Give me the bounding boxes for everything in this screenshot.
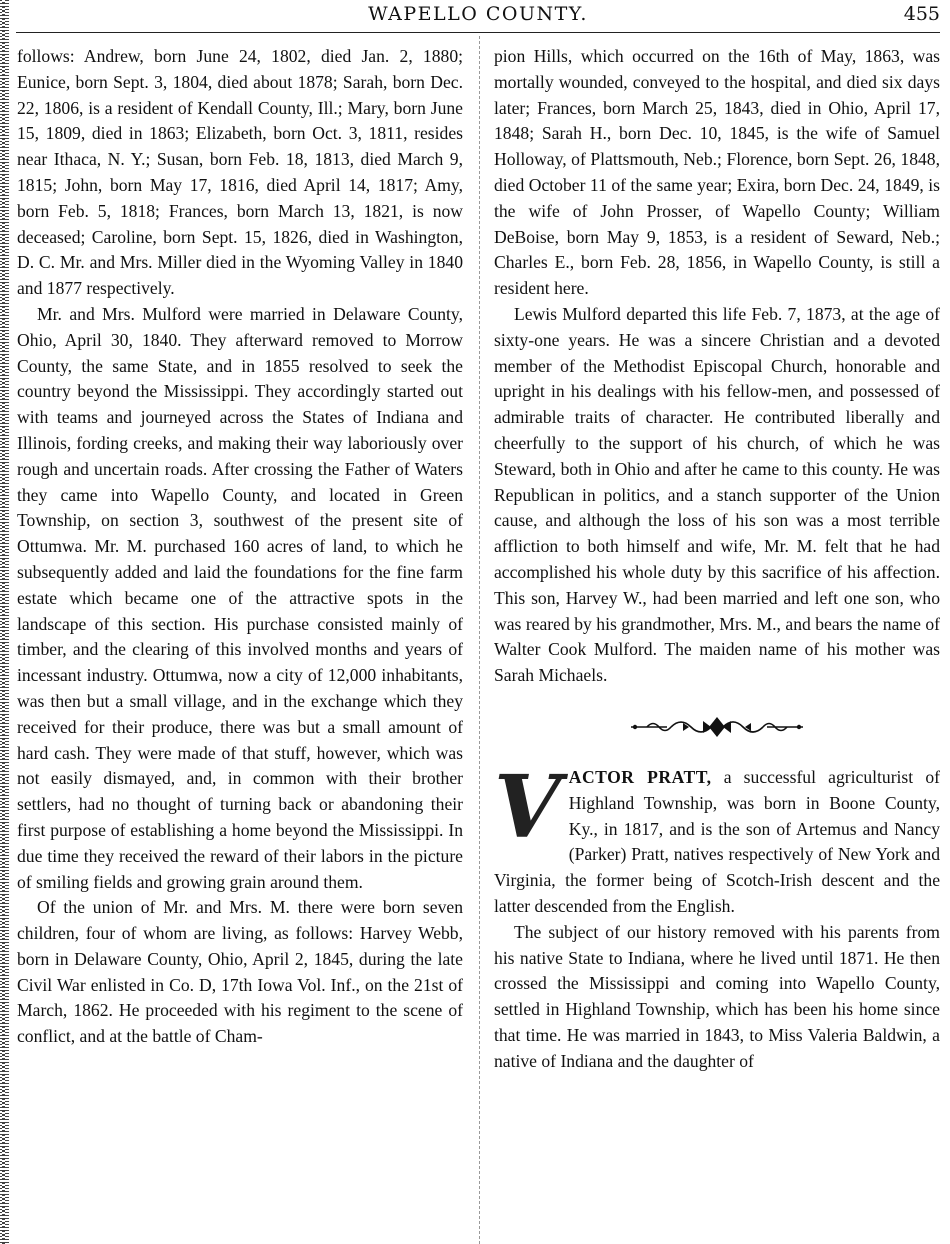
ornament-flourish-icon	[627, 713, 807, 741]
right-column	[494, 44, 940, 1244]
paragraph-text: a successful agriculturist of Highland Township, was born in Boone County, Ky., in 1817, and is the son of Artemus and Nancy (Parker) Pratt, natives respectively of New York and Virginia, the former being of Scotch-Irish descent and the latter descended from the English.	[494, 766, 940, 916]
paragraph: Lewis Mulford departed this life Feb. 7, 1873, at the age of sixty-one years. He was a sincere Christian and a devoted member of the Methodist Episcopal Church, honorable and upright in his dealings with his fellow-men, and possessed of admirable traits of character. He contributed liberally and cheerfully to the support of his church, of which he was Steward, both in Ohio and after he came to this county. He was Republican in politics, and a stanch supporter of the Union cause, and although the loss of his son was a most terrible affliction to both himself and wife, Mr. M. felt that he had accomplished his whole duty by this sacrifice of his affection. This son, Harvey W., had been married and left one son, who was reared by his grandmother, Mrs. M., and bears the name of Walter Cook Mulford. The maiden name of his mother was Sarah Michaels.	[494, 303, 940, 686]
paragraph: pion Hills, which occurred on the 16th of May, 1863, was mortally wounded, conveyed to the hospital, and died six days later; Frances, born March 25, 1843, died in Ohio, April 17, 1848; Sarah H., born Dec. 10, 1845, is the wife of Samuel Holloway, of Plattsmouth, Neb.; Florence, born Sept. 26, 1848, died October 11 of the same year; Exira, born Dec. 24, 1849, is the wife of John Prosser, of Wapello County; William DeBoise, born May 9, 1853, is a resident of Seward, Neb.; Charles E., born Feb. 28, 1856, in Wapello County, is still a resident here.	[494, 46, 940, 299]
column-divider	[479, 36, 480, 1244]
left-column	[17, 44, 463, 1244]
paragraph: follows: Andrew, born June 24, 1802, died Jan. 2, 1880; Eunice, born Sept. 3, 1804, died about 1878; Sarah, born Dec. 22, 1806, is a resident of Kendall County, Ill.; Mary, born June 15, 1809, died in 1863; Elizabeth, born Oct. 3, 1811, resides near Ithaca, N. Y.; Susan, born Feb. 18, 1813, died March 9, 1815; John, born May 17, 1816, died April 14, 1817; Amy, born Feb. 5, 1818; Frances, born March 13, 1821, is now deceased; Caroline, born Sept. 15, 1826, died in Washington, D. C. Mr. and Mrs. Miller died in the Wyoming Valley in 1840 and 1877 respectively.	[17, 46, 463, 299]
running-title: WAPELLO COUNTY.	[368, 3, 588, 25]
paragraph: The subject of our history removed with his parents from his native State to Indiana, where he lived until 1871. He then crossed the Mississippi and coming into Wapello County, settled in Highland Township, which has been his home since that time. He was married in 1843, to Miss Valeria Baldwin, a native of Indiana and the daughter of	[494, 921, 940, 1071]
biography-paragraph	[494, 756, 940, 920]
section-ornament	[494, 689, 940, 765]
drop-cap: V	[494, 756, 561, 858]
subject-name: ACTOR PRATT,	[568, 766, 712, 787]
page-header	[16, 2, 940, 33]
page-number: 455	[903, 3, 940, 25]
paragraph: Of the union of Mr. and Mrs. M. there were born seven children, four of whom are living, as follows: Harvey Webb, born in Delaware County, Ohio, April 2, 1845, during the late Civil War enlisted in Co. D, 17th Iowa Vol. Inf., on the 21st of March, 1862. He proceeded with his regiment to the scene of conflict, and at the battle of Cham-	[17, 897, 463, 1047]
page-binding-edge	[0, 0, 9, 1244]
paragraph: Mr. and Mrs. Mulford were married in Delaware County, Ohio, April 30, 1840. They afterward removed to Morrow County, the same State, and in 1855 resolved to seek the country beyond the Mississippi. They accordingly started out with teams and journeyed across the States of Indiana and Illinois, fording creeks, and making their way laboriously over rough and uncertain roads. After crossing the Father of Waters they came into Wapello County, and located in Green Township, on section 3, southwest of the present site of Ottumwa. Mr. M. purchased 160 acres of land, to which he subsequently added and laid the foundations for the fine farm estate which became one of the attractive spots in the landscape of this section. His purchase consisted mainly of timber, and the clearing of this involved months and years of incessant industry. Ottumwa, now a city of 12,000 inhabitants, was then but a small village, and in the exchange which they received for their produce, there was but a small amount of hard cash. They were made of that stuff, however, which was not easily dismayed, and, in common with their brother settlers, had no thought of turning back or abandoning their first purpose of establishing a home beyond the Mississippi. In due time they received the reward of their labors in the picture of smiling fields and growing grain around them.	[17, 303, 463, 892]
